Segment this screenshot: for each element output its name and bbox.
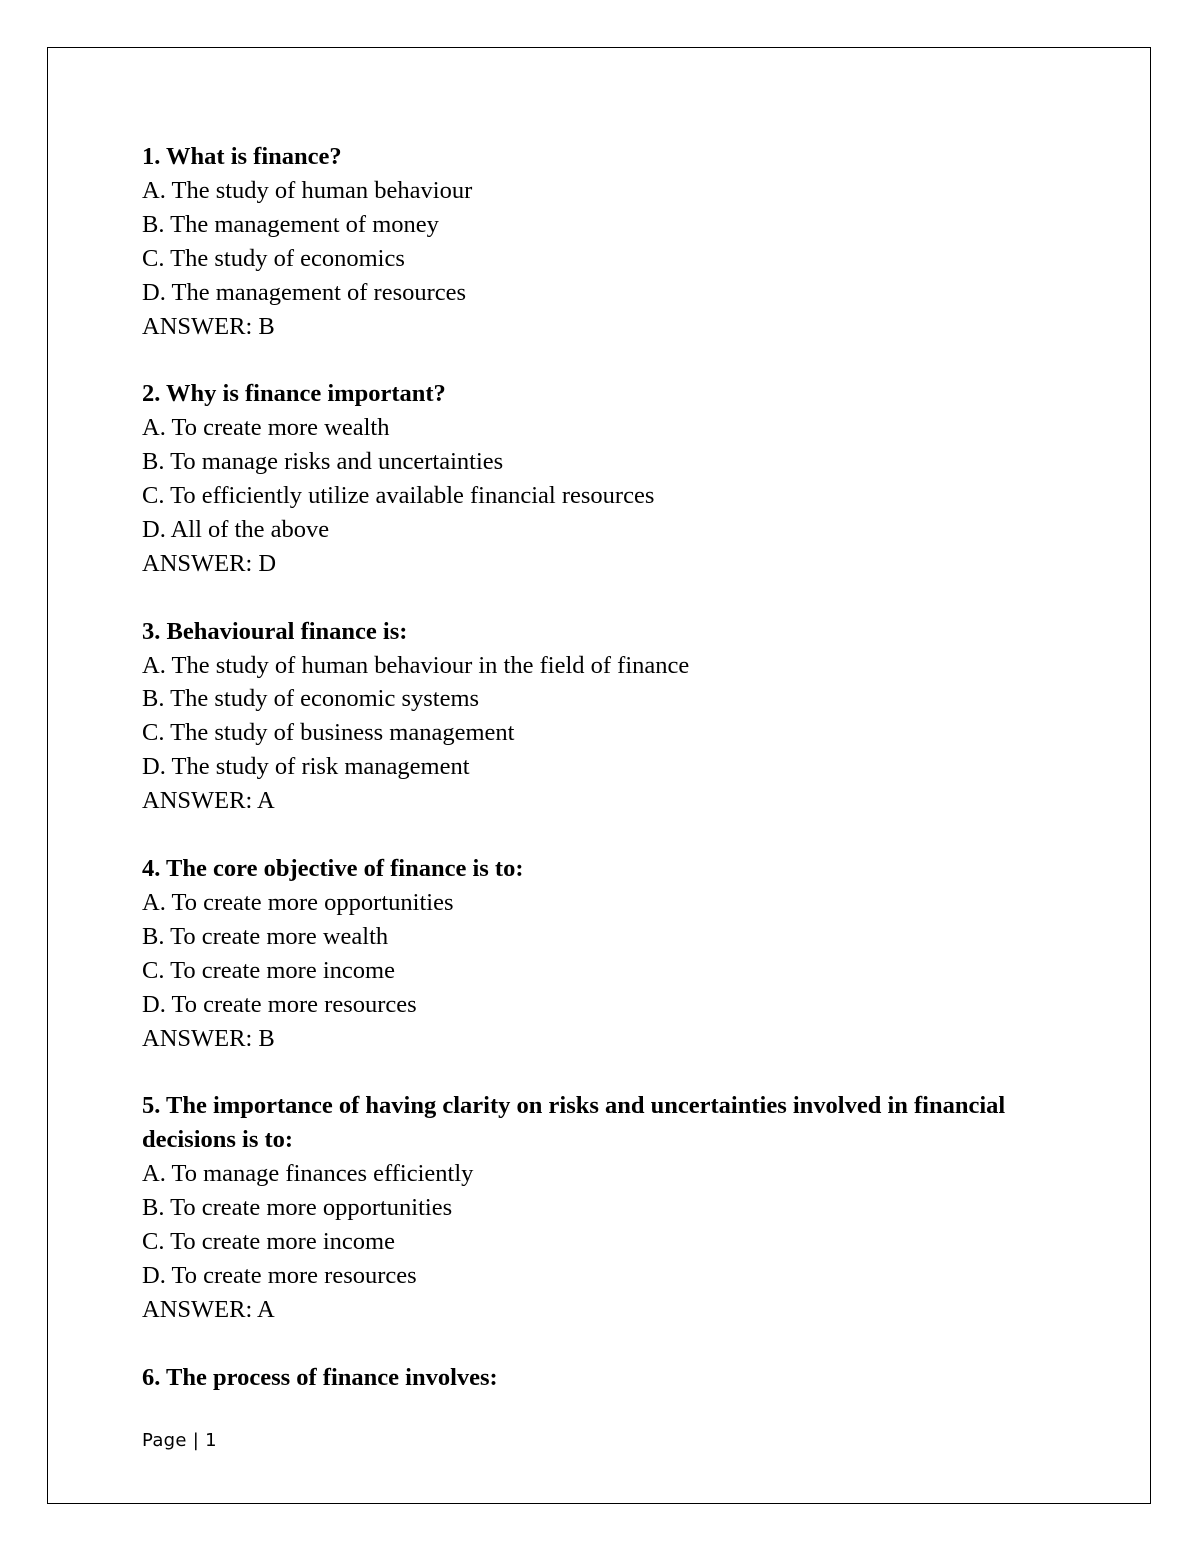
question-title: 2. Why is finance important? [142, 380, 446, 408]
answer-line: ANSWER: D [142, 549, 277, 577]
answer-line: ANSWER: B [142, 1024, 275, 1052]
option-c: C. To create more income [142, 956, 395, 984]
question-title: 1. What is finance? [142, 143, 342, 170]
option-a: A. To manage finances efficiently [142, 1160, 474, 1188]
question-1 [142, 140, 1042, 343]
option-c: C. The study of business management [142, 719, 515, 747]
question-title: 3. Behavioural finance is: [142, 617, 408, 645]
option-d: D. To create more resources [142, 990, 417, 1018]
option-d: D. The management of resources [142, 278, 467, 306]
option-a: A. The study of human behaviour [142, 176, 473, 204]
option-a: A. The study of human behaviour in the field of finance [142, 651, 690, 679]
question-title: 4. The core objective of finance is to: [142, 854, 524, 882]
question-5 [142, 1089, 1042, 1326]
answer-line: ANSWER: A [142, 1295, 275, 1323]
option-d: D. The study of risk management [142, 753, 470, 781]
question-title: 5. The importance of having clarity on risks and uncertainties involved in financial decisions is to: [142, 1092, 1006, 1154]
page-number: Page | 1 [142, 1430, 217, 1451]
option-a: A. To create more opportunities [142, 888, 454, 916]
question-title: 6. The process of finance involves: [142, 1363, 498, 1391]
answer-line: ANSWER: A [142, 787, 275, 815]
question-2 [142, 377, 1042, 580]
answer-line: ANSWER: B [142, 312, 275, 340]
option-b: B. The study of economic systems [142, 685, 480, 713]
option-d: D. All of the above [142, 515, 330, 543]
option-b: B. The management of money [142, 210, 439, 238]
question-list [142, 140, 1042, 1394]
option-c: C. To create more income [142, 1227, 395, 1255]
option-a: A. To create more wealth [142, 414, 390, 442]
question-6 [142, 1361, 1042, 1395]
option-d: D. To create more resources [142, 1261, 417, 1289]
question-4 [142, 852, 1042, 1055]
option-b: B. To create more opportunities [142, 1194, 453, 1222]
option-b: B. To create more wealth [142, 922, 389, 950]
option-c: C. To efficiently utilize available financial resources [142, 482, 655, 510]
option-c: C. The study of economics [142, 244, 405, 272]
question-3 [142, 615, 1042, 818]
option-b: B. To manage risks and uncertainties [142, 448, 504, 476]
